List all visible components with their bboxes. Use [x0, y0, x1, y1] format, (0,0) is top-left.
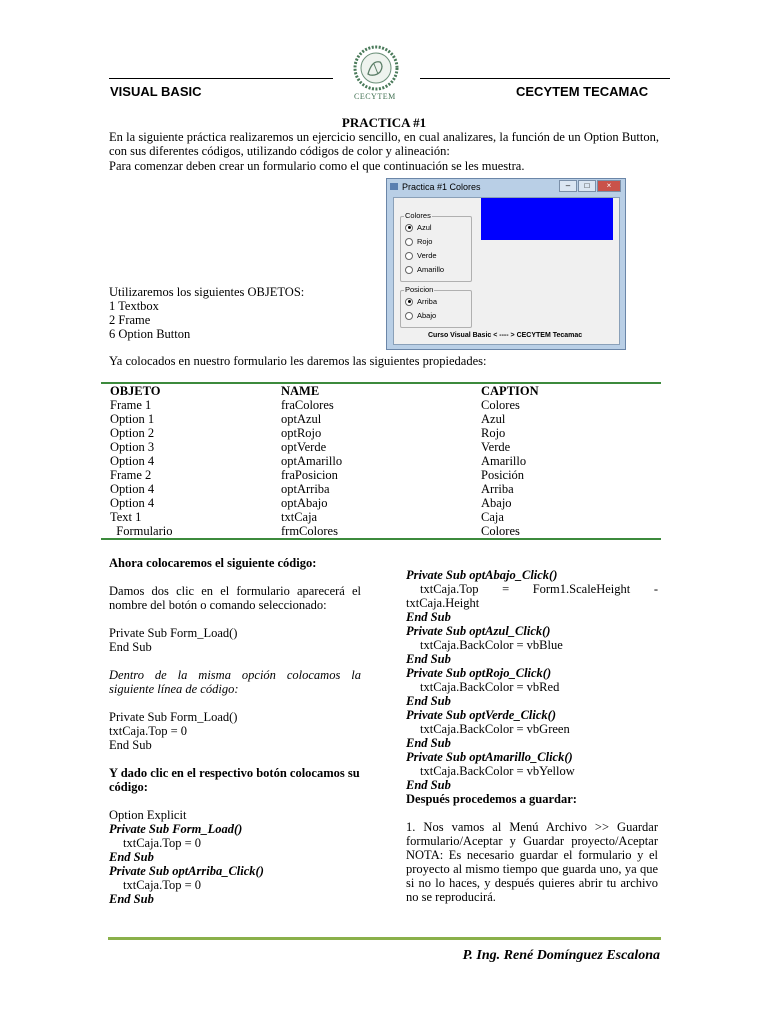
- table-row: Option 4 optArriba Arriba: [110, 482, 514, 496]
- right-column: [406, 568, 658, 904]
- window-title: Practica #1 Colores: [402, 182, 481, 192]
- objects-item: 6 Option Button: [109, 327, 191, 341]
- objects-list: [109, 285, 304, 341]
- option-abajo[interactable]: Abajo: [405, 311, 436, 320]
- properties-table: [109, 384, 661, 538]
- column-header: CAPTION: [481, 384, 539, 398]
- code-line: Private Sub optAbajo_Click(): [406, 568, 558, 582]
- code-line: txtCaja.BackColor = vbGreen: [420, 722, 570, 736]
- option-arriba[interactable]: Arriba: [405, 297, 437, 306]
- code-line: txtCaja.Top = 0: [109, 724, 188, 738]
- table-row: Option 1 optAzul Azul: [110, 412, 506, 426]
- left-column: [109, 556, 361, 906]
- page-title: PRACTICA #1: [341, 115, 427, 130]
- code-line: End Sub: [109, 640, 152, 654]
- table-row: Frame 1 fraColores Colores: [110, 398, 520, 412]
- code-line: End Sub: [406, 736, 451, 750]
- code-line: txtCaja.BackColor = vbRed: [420, 680, 560, 694]
- code-line: txtCaja.Top = 0: [123, 836, 202, 850]
- radio-icon: [405, 238, 413, 246]
- header-right-title: CECYTEM TECAMAC: [516, 84, 649, 99]
- logo-text: CECYTEM: [354, 92, 396, 101]
- radio-icon: [405, 266, 413, 274]
- column-header: NAME: [281, 384, 320, 398]
- code-line: Option Explicit: [109, 808, 187, 822]
- header-rule-left: [109, 78, 333, 79]
- header-rule-right: [420, 78, 670, 79]
- form-caption-label: Curso Visual Basic < ---- > CECYTEM Tecamac: [428, 332, 583, 339]
- option-verde[interactable]: Verde: [405, 251, 437, 260]
- header-left-title: VISUAL BASIC: [110, 84, 202, 99]
- code-line: txtCaja.BackColor = vbYellow: [420, 764, 575, 778]
- code-line: Private Sub optVerde_Click(): [406, 708, 556, 722]
- section-heading: Ahora colocaremos el siguiente código:: [109, 556, 317, 570]
- code-line: txtCaja.Height: [406, 596, 480, 610]
- italic-paragraph: Dentro de la misma opción colocamos la siguiente línea de código:: [109, 668, 361, 696]
- window-app-icon: [390, 183, 398, 190]
- code-line: Private Sub Form_Load(): [109, 710, 238, 724]
- objects-item: 1 Textbox: [109, 299, 159, 313]
- footer-author: P. Ing. René Domínguez Escalona: [462, 948, 660, 963]
- table-row: Frame 2 fraPosicion Posición: [110, 468, 525, 482]
- code-line: txtCaja.Top = Form1.ScaleHeight -: [420, 582, 658, 596]
- table-row: Formulario frmColores Colores: [110, 524, 520, 538]
- code-line: txtCaja.Top = 0: [123, 878, 202, 892]
- frame-posicion: [400, 285, 472, 328]
- form-client-area: [393, 197, 620, 345]
- option-azul[interactable]: Azul: [405, 223, 432, 232]
- section-heading: Después procedemos a guardar:: [406, 792, 577, 806]
- intro-instruction: Para comenzar deben crear un formulario como el que continuación se les muestra.: [109, 159, 525, 173]
- code-line: Private Sub optRojo_Click(): [406, 666, 552, 680]
- objects-item: 2 Frame: [109, 313, 151, 327]
- maximize-icon[interactable]: □: [578, 180, 596, 192]
- code-line: End Sub: [109, 892, 154, 906]
- properties-intro: Ya colocados en nuestro formulario les daremos las siguientes propiedades:: [109, 354, 487, 368]
- column-header: OBJETO: [110, 384, 161, 398]
- objects-heading: Utilizaremos los siguientes OBJETOS:: [109, 285, 305, 299]
- code-line: End Sub: [406, 694, 451, 708]
- frame-posicion-label: Posicion: [405, 285, 434, 294]
- option-amarillo[interactable]: Amarillo: [405, 265, 444, 274]
- code-line: txtCaja.BackColor = vbBlue: [420, 638, 563, 652]
- table-row: Option 2 optRojo Rojo: [110, 426, 506, 440]
- code-line: Private Sub optAmarillo_Click(): [406, 750, 573, 764]
- code-line: Private Sub optArriba_Click(): [109, 864, 264, 878]
- minimize-icon[interactable]: –: [559, 180, 577, 192]
- close-icon[interactable]: ×: [597, 180, 621, 192]
- paragraph: Damos dos clic en el formulario aparecerá el nombre del botón o comando seleccionado:: [109, 584, 361, 612]
- table-row: Option 3 optVerde Verde: [110, 440, 511, 454]
- code-line: End Sub: [406, 652, 451, 666]
- code-line: Private Sub Form_Load(): [109, 626, 238, 640]
- code-line: End Sub: [109, 738, 152, 752]
- radio-icon: [405, 252, 413, 260]
- frame-colores-label: Colores: [405, 211, 431, 220]
- code-line: Private Sub Form_Load(): [109, 822, 243, 836]
- footer-rule: [108, 937, 661, 940]
- radio-selected-icon: [405, 224, 413, 232]
- section-heading: Y dado clic en el respectivo botón colocamos su código:: [109, 766, 360, 794]
- paragraph: 1. Nos vamos al Menú Archivo >> Guardar formulario/Aceptar y Guardar proyecto/Aceptar NOTA: Es necesario guardar el formulario y el proyecto al mismo tiempo que guarda uno, ya que si no lo haces, y después quieres abrir tu archivo no se reproducirá.: [406, 820, 658, 904]
- form-window-mockup: [386, 178, 626, 350]
- table-row: Option 4 optAbajo Abajo: [110, 496, 512, 510]
- radio-icon: [405, 312, 413, 320]
- txtcaja-blue-box: [481, 198, 613, 240]
- option-rojo[interactable]: Rojo: [405, 237, 432, 246]
- code-line: End Sub: [406, 778, 451, 792]
- window-controls: [559, 180, 621, 192]
- table-row: Text 1 txtCaja Caja: [110, 510, 504, 524]
- table-header-row: [109, 384, 661, 398]
- code-line: End Sub: [109, 850, 154, 864]
- code-line: Private Sub optAzul_Click(): [406, 624, 551, 638]
- frame-colores: [400, 211, 472, 282]
- code-line: End Sub: [406, 610, 451, 624]
- table-bottom-rule: [101, 538, 661, 540]
- table-row: Option 4 optAmarillo Amarillo: [110, 454, 527, 468]
- intro-paragraph: En la siguiente práctica realizaremos un ejercicio sencillo, en cual analizares, la función de un Option Button, con sus diferentes códigos, utilizando códigos de color y alineación:: [109, 130, 659, 158]
- radio-selected-icon: [405, 298, 413, 306]
